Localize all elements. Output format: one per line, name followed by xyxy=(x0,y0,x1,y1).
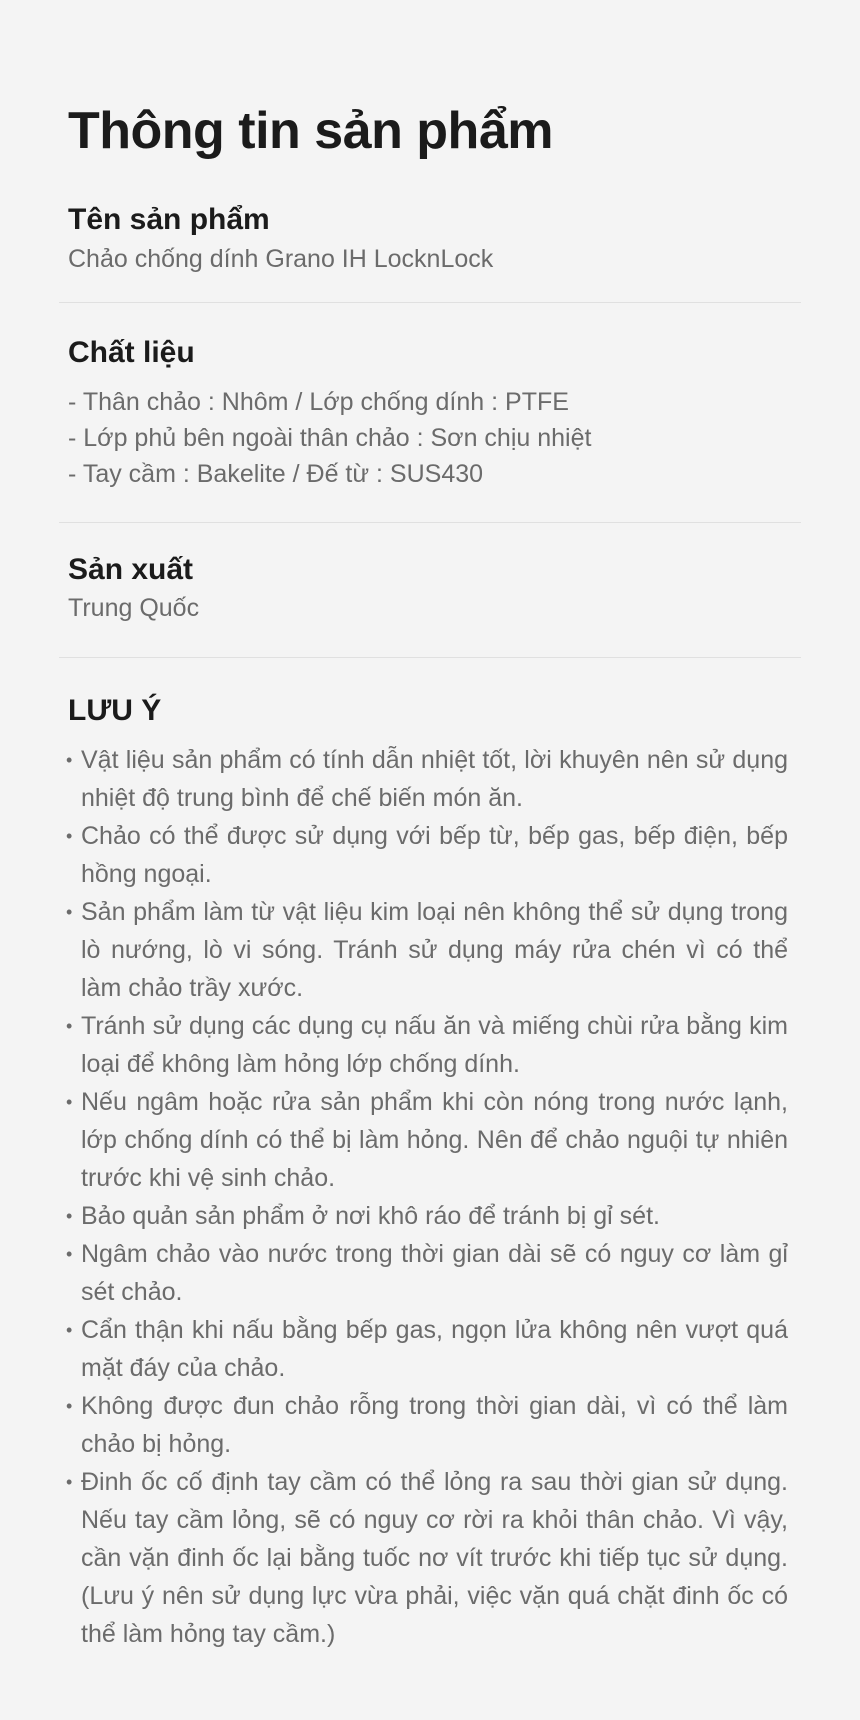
section-divider xyxy=(59,522,801,523)
material-lines xyxy=(68,384,788,492)
material-heading: Chất liệu xyxy=(68,336,195,369)
note-item: • Chảo có thể được sử dụng với bếp từ, bếp gas, bếp điện, bếp hồng ngoại. xyxy=(68,817,788,893)
origin-section xyxy=(68,550,788,626)
section-divider xyxy=(59,302,801,303)
material-section xyxy=(68,333,788,492)
note-item: • Không được đun chảo rỗng trong thời gian dài, vì có thể làm chảo bị hỏng. xyxy=(68,1387,788,1463)
note-item: • Bảo quản sản phẩm ở nơi khô ráo để tránh bị gỉ sét. xyxy=(68,1197,788,1235)
note-item: • Tránh sử dụng các dụng cụ nấu ăn và miếng chùi rửa bằng kim loại để không làm hỏng lớp chống dính. xyxy=(68,1007,788,1083)
note-item: • Cẩn thận khi nấu bằng bếp gas, ngọn lửa không nên vượt quá mặt đáy của chảo. xyxy=(68,1311,788,1387)
material-line: - Tay cầm : Bakelite / Đế từ : SUS430 xyxy=(68,460,484,488)
material-line: - Lớp phủ bên ngoài thân chảo : Sơn chịu nhiệt xyxy=(68,424,592,452)
note-item: • Ngâm chảo vào nước trong thời gian dài sẽ có nguy cơ làm gỉ sét chảo. xyxy=(68,1235,788,1311)
notes-section xyxy=(68,691,788,1653)
origin-value: Trung Quốc xyxy=(68,594,200,622)
notes-heading: LƯU Ý xyxy=(68,694,162,727)
product-name-value: Chảo chống dính Grano IH LocknLock xyxy=(68,245,494,273)
product-name-section xyxy=(68,200,788,277)
note-item: • Vật liệu sản phẩm có tính dẫn nhiệt tốt, lời khuyên nên sử dụng nhiệt độ trung bình để chế biến món ăn. xyxy=(68,741,788,817)
note-item: • Nếu ngâm hoặc rửa sản phẩm khi còn nóng trong nước lạnh, lớp chống dính có thể bị làm hỏng. Nên để chảo nguội tự nhiên trước khi vệ sinh chảo. xyxy=(68,1083,788,1197)
material-line: - Thân chảo : Nhôm / Lớp chống dính : PTFE xyxy=(68,388,569,416)
product-name-heading: Tên sản phẩm xyxy=(68,203,270,236)
section-divider xyxy=(59,657,801,658)
notes-list xyxy=(68,741,788,1653)
page-title: Thông tin sản phẩm xyxy=(68,102,553,160)
origin-heading: Sản xuất xyxy=(68,553,194,586)
note-item: • Sản phẩm làm từ vật liệu kim loại nên không thể sử dụng trong lò nướng, lò vi sóng. Tránh sử dụng máy rửa chén vì có thể làm chảo trầy xước. xyxy=(68,893,788,1007)
note-item: • Đinh ốc cố định tay cầm có thể lỏng ra sau thời gian sử dụng. Nếu tay cầm lỏng, sẽ có nguy cơ rời ra khỏi thân chảo. Vì vậy, cần vặn đinh ốc lại bằng tuốc nơ vít trước khi tiếp tục sử dụng. (Lưu ý nên sử dụng lực vừa phải, việc vặn quá chặt đinh ốc có thể làm hỏng tay cầm.) xyxy=(68,1463,788,1653)
